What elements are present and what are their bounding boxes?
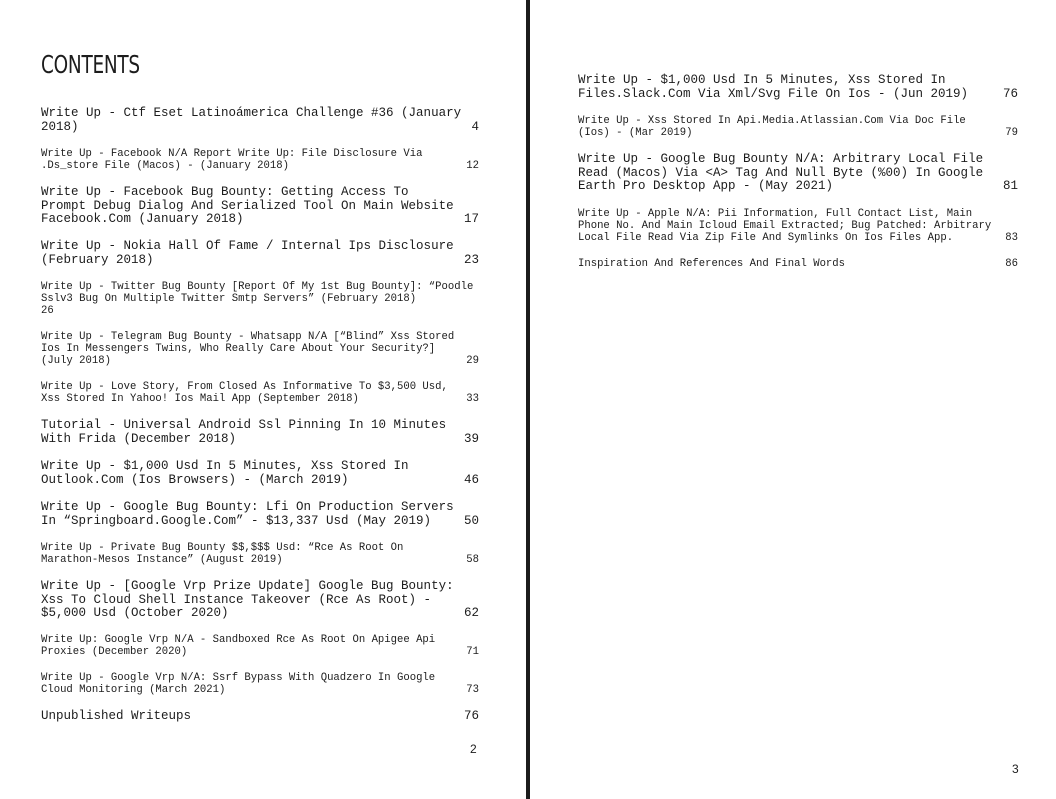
toc-entry-title: Write Up - Telegram Bug Bounty - Whatsapp N/A [“Blind” Xss Stored Ios In Messengers Twins, Who Really Care About Your Security?] (July 2018) <box>41 331 455 367</box>
toc-page-number: 58 <box>466 554 479 566</box>
toc-entry[interactable] <box>41 419 479 446</box>
toc-entry-title: Write Up - Google Bug Bounty N/A: Arbitrary Local File Read (Macos) Via <A> Tag And Null Byte (%00) In Google Earth Pro Desktop App - (May 2021) <box>578 152 984 193</box>
toc-entry[interactable] <box>41 710 479 724</box>
toc-entry[interactable] <box>578 115 1018 139</box>
toc-page-number: 29 <box>466 355 479 367</box>
toc-entry[interactable] <box>41 460 479 487</box>
toc-entry[interactable] <box>41 107 479 134</box>
toc-entry[interactable] <box>41 381 479 405</box>
toc-entry[interactable] <box>41 281 479 317</box>
toc-entry-title: Write Up - Love Story, From Closed As Informative To $3,500 Usd, Xss Stored In Yahoo! Ios Mail App (September 2018) <box>41 381 448 405</box>
toc-entry-title: Write Up - Apple N/A: Pii Information, Full Contact List, Main Phone No. And Main Icloud Email Extracted; Bug Patched: Arbitrary Local File Read Via Zip File And Symlinks On Ios Files App. <box>578 208 992 244</box>
toc-entry-title: Write Up - Xss Stored In Api.Media.Atlassian.Com Via Doc File (Ios) - (Mar 2019) <box>578 115 966 139</box>
toc-entry-title: Write Up - Facebook Bug Bounty: Getting Access To Prompt Debug Dialog And Serialized Tool On Main Website Facebook.Com (January 2018) <box>41 185 454 226</box>
toc-page-number: 12 <box>466 160 479 172</box>
toc-entry-title: Write Up - [Google Vrp Prize Update] Google Bug Bounty: Xss To Cloud Shell Instance Takeover (Rce As Root) - $5,000 Usd (October 2020) <box>41 579 454 620</box>
toc-entry[interactable] <box>41 580 479 621</box>
toc-entry-title: Write Up - $1,000 Usd In 5 Minutes, Xss Stored In Outlook.Com (Ios Browsers) - (March 2019) <box>41 459 409 487</box>
toc-page-number: 83 <box>1005 232 1018 244</box>
toc-page-number: 33 <box>466 393 479 405</box>
toc-page-number: 17 <box>463 212 479 226</box>
toc-page-number: 73 <box>466 684 479 696</box>
toc-entry-title: Write Up - Private Bug Bounty $$,$$$ Usd: “Rce As Root On Marathon-Mesos Instance” (August 2019) <box>41 542 404 566</box>
toc-page-number: 26 <box>41 305 54 317</box>
toc-entry-title: Write Up - Facebook N/A Report Write Up: File Disclosure Via .Ds_store File (Macos) - (January 2018) <box>41 148 423 172</box>
toc-entry[interactable] <box>578 258 1018 270</box>
toc-page-number: 39 <box>463 431 479 446</box>
toc-entry-title: Write Up - Google Bug Bounty: Lfi On Production Servers In “Springboard.Google.Com” - $13,337 Usd (May 2019) <box>41 500 454 528</box>
toc-entry[interactable] <box>41 240 479 267</box>
toc-page-number: 79 <box>1005 127 1018 139</box>
toc-page-number: 71 <box>466 646 479 658</box>
toc-entry[interactable] <box>578 74 1018 101</box>
left-page <box>0 0 526 799</box>
contents-heading: CONTENTS <box>41 50 140 79</box>
toc-entry-title: Write Up - Ctf Eset Latinoámerica Challenge #36 (January 2018) <box>41 106 462 134</box>
toc-page-number: 46 <box>463 472 479 487</box>
toc-page-number: 76 <box>1002 86 1018 101</box>
toc-entry-title: Unpublished Writeups <box>41 709 192 723</box>
right-page <box>530 0 1056 799</box>
toc-page-number: 23 <box>463 252 479 267</box>
toc-entry-title: Inspiration And References And Final Words <box>578 258 846 270</box>
toc-entry-title: Write Up: Google Vrp N/A - Sandboxed Rce As Root On Apigee Api Proxies (December 2020) <box>41 634 436 658</box>
toc-entry[interactable] <box>41 148 479 172</box>
toc-entry[interactable] <box>578 153 1018 194</box>
toc-page-number: 76 <box>463 709 479 723</box>
toc-entry-title: Write Up - Nokia Hall Of Fame / Internal Ips Disclosure (February 2018) <box>41 239 454 267</box>
toc-entry[interactable] <box>41 331 479 367</box>
toc-entry[interactable] <box>41 542 479 566</box>
toc-entry-title: Tutorial - Universal Android Ssl Pinning In 10 Minutes With Frida (December 2018) <box>41 418 447 446</box>
toc-entry-title: Write Up - Twitter Bug Bounty [Report Of My 1st Bug Bounty]: “Poodle Sslv3 Bug On Multiple Twitter Smtp Servers” (February 2018) <box>41 281 474 305</box>
toc-page-number: 81 <box>1002 179 1018 193</box>
toc-page-number: 86 <box>1005 258 1018 270</box>
toc-entry[interactable] <box>41 186 479 227</box>
page-number: 2 <box>470 742 477 756</box>
toc-entry[interactable] <box>41 501 479 528</box>
toc-entry[interactable] <box>41 634 479 658</box>
toc-page-number: 62 <box>463 606 479 620</box>
toc-entry-title: Write Up - Google Vrp N/A: Ssrf Bypass With Quadzero In Google Cloud Monitoring (March 2021) <box>41 672 436 696</box>
toc-page-number: 4 <box>471 119 479 134</box>
toc-entry[interactable] <box>578 208 1018 244</box>
toc-entry-title: Write Up - $1,000 Usd In 5 Minutes, Xss Stored In Files.Slack.Com Via Xml/Svg File On Ios - (Jun 2019) <box>578 73 969 101</box>
toc-page-number: 50 <box>463 513 479 528</box>
page-number: 3 <box>1012 762 1019 776</box>
toc-entry[interactable] <box>41 672 479 696</box>
